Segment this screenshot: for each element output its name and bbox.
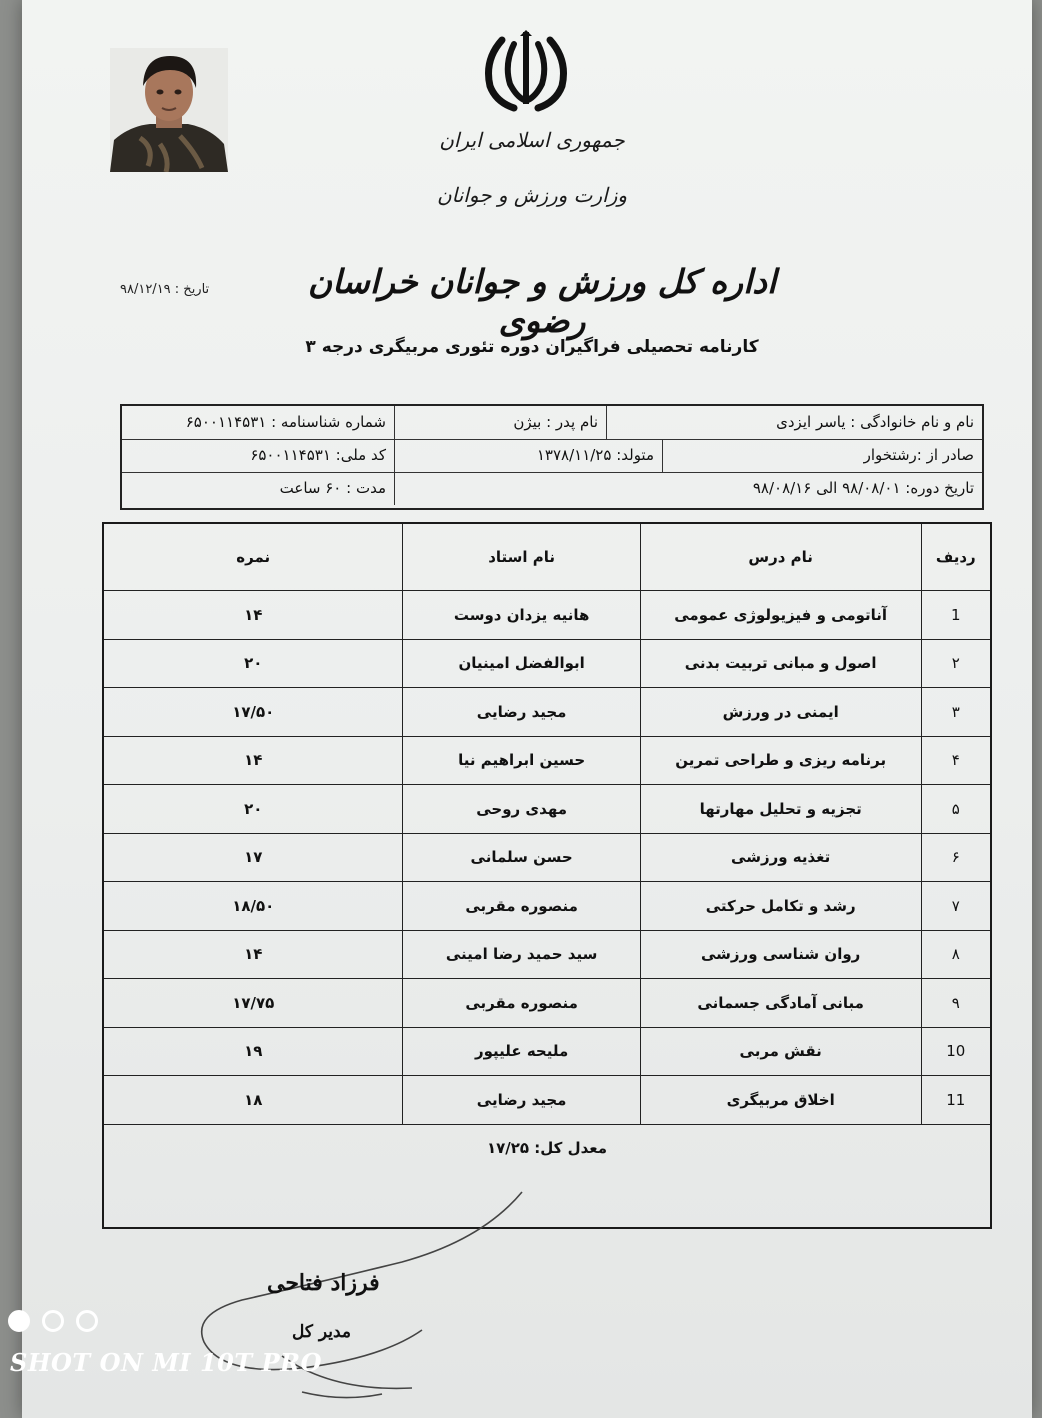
header-grade: نمره xyxy=(103,523,403,591)
average-row xyxy=(103,1124,991,1171)
table-row xyxy=(103,785,991,834)
grade-value: ۱۷ xyxy=(103,833,403,882)
overall-average: معدل کل: ۱۷/۲۵ xyxy=(103,1124,991,1171)
dot-outline-icon xyxy=(76,1310,98,1332)
grade-value: ۱۴ xyxy=(103,930,403,979)
course-name: مبانی آمادگی جسمانی xyxy=(640,979,921,1028)
table-row xyxy=(103,1076,991,1125)
dot-outline-icon xyxy=(42,1310,64,1332)
national-code: کد ملی: ۶۵۰۰۱۱۴۵۳۱ xyxy=(250,446,386,464)
table-row xyxy=(103,833,991,882)
row-number: 1 xyxy=(921,591,991,640)
course-name: اصول و مبانی تربیت بدنی xyxy=(640,639,921,688)
header-course: نام درس xyxy=(640,523,921,591)
teacher-name: مجید رضایی xyxy=(403,688,640,737)
table-row xyxy=(103,1027,991,1076)
course-date: تاریخ دوره: ۹۸/۰۸/۰۱ الی ۹۸/۰۸/۱۶ xyxy=(394,472,982,505)
issue-date: تاریخ : ۹۸/۱۲/۱۹ xyxy=(120,282,210,297)
table-row xyxy=(103,979,991,1028)
row-number: ۴ xyxy=(921,736,991,785)
teacher-name: ملیحه علیپور xyxy=(403,1027,640,1076)
teacher-name: مهدی روحی xyxy=(403,785,640,834)
grade-value: ۱۹ xyxy=(103,1027,403,1076)
course-name: رشد و تکامل حرکتی xyxy=(640,882,921,931)
grade-value: ۱۸/۵۰ xyxy=(103,882,403,931)
course-duration: مدت : ۶۰ ساعت xyxy=(279,479,386,497)
teacher-name: هانیه یزدان دوست xyxy=(403,591,640,640)
teacher-name: منصوره مقربی xyxy=(403,882,640,931)
info-row-3 xyxy=(122,472,982,505)
header-ministry: وزارت ورزش و جوانان xyxy=(436,183,628,207)
student-name: نام و نام خانوادگی : یاسر ایزدی xyxy=(606,406,982,439)
header-country: جمهوری اسلامی ایران xyxy=(439,128,625,152)
signer-name: فرزاد فتاحی xyxy=(267,1270,380,1296)
grade-value: ۱۷/۵۰ xyxy=(103,688,403,737)
course-name: اخلاق مربیگری xyxy=(640,1076,921,1125)
info-row-1 xyxy=(122,406,982,440)
table-row xyxy=(103,736,991,785)
teacher-name: حسین ابراهیم نیا xyxy=(403,736,640,785)
table-header-row xyxy=(103,523,991,591)
row-number: ۵ xyxy=(921,785,991,834)
table-row xyxy=(103,688,991,737)
course-name: برنامه ریزی و طراحی تمرین xyxy=(640,736,921,785)
birth-date: متولد: ۱۳۷۸/۱۱/۲۵ xyxy=(394,439,662,472)
row-number: ۲ xyxy=(921,639,991,688)
teacher-name: ابوالفضل امینیان xyxy=(403,639,640,688)
row-number: ۳ xyxy=(921,688,991,737)
grade-value: ۱۷/۷۵ xyxy=(103,979,403,1028)
teacher-name: منصوره مقربی xyxy=(403,979,640,1028)
issued-place: صادر از :رشتخوار xyxy=(662,439,982,472)
camera-watermark: SHOT ON MI 10T PRO xyxy=(10,1348,322,1377)
student-photo xyxy=(110,48,228,172)
course-name: تجزیه و تحلیل مهارتها xyxy=(640,785,921,834)
grade-value: ۱۸ xyxy=(103,1076,403,1125)
document-subtitle: کارنامه تحصیلی فراگیران دوره تئوری مربیگری درجه ۳ xyxy=(305,337,759,357)
row-number: ۸ xyxy=(921,930,991,979)
father-name: نام پدر : بیژن xyxy=(394,406,606,439)
dot-filled-icon xyxy=(8,1310,30,1332)
row-number: ۷ xyxy=(921,882,991,931)
signer-role: مدیر کل xyxy=(292,1322,352,1342)
teacher-name: حسن سلمانی xyxy=(403,833,640,882)
course-name: روان شناسی ورزشی xyxy=(640,930,921,979)
header-teacher: نام استاد xyxy=(403,523,640,591)
table-row xyxy=(103,591,991,640)
course-name: ایمنی در ورزش xyxy=(640,688,921,737)
header-row-number: ردیف xyxy=(921,523,991,591)
page-title: اداره کل ورزش و جوانان خراسان رضوی xyxy=(307,262,777,340)
camera-dots xyxy=(8,1310,98,1332)
teacher-name: سید حمید رضا امینی xyxy=(403,930,640,979)
row-number: 10 xyxy=(921,1027,991,1076)
grade-value: ۱۴ xyxy=(103,591,403,640)
row-number: 11 xyxy=(921,1076,991,1125)
teacher-name: مجید رضایی xyxy=(403,1076,640,1125)
grades-table xyxy=(102,522,992,1229)
iran-emblem-icon xyxy=(480,30,572,112)
table-row xyxy=(103,882,991,931)
row-number: ۹ xyxy=(921,979,991,1028)
table-row xyxy=(103,930,991,979)
grade-value: ۲۰ xyxy=(103,785,403,834)
row-number: ۶ xyxy=(921,833,991,882)
id-number: شماره شناسنامه : ۶۵۰۰۱۱۴۵۳۱ xyxy=(185,413,386,431)
transcript-page xyxy=(22,0,1032,1418)
grade-value: ۱۴ xyxy=(103,736,403,785)
table-row xyxy=(103,639,991,688)
course-name: تغذیه ورزشی xyxy=(640,833,921,882)
student-info-box xyxy=(120,404,984,510)
course-name: آناتومی و فیزیولوژی عمومی xyxy=(640,591,921,640)
grade-value: ۲۰ xyxy=(103,639,403,688)
course-name: نقش مربی xyxy=(640,1027,921,1076)
info-row-2 xyxy=(122,439,982,473)
